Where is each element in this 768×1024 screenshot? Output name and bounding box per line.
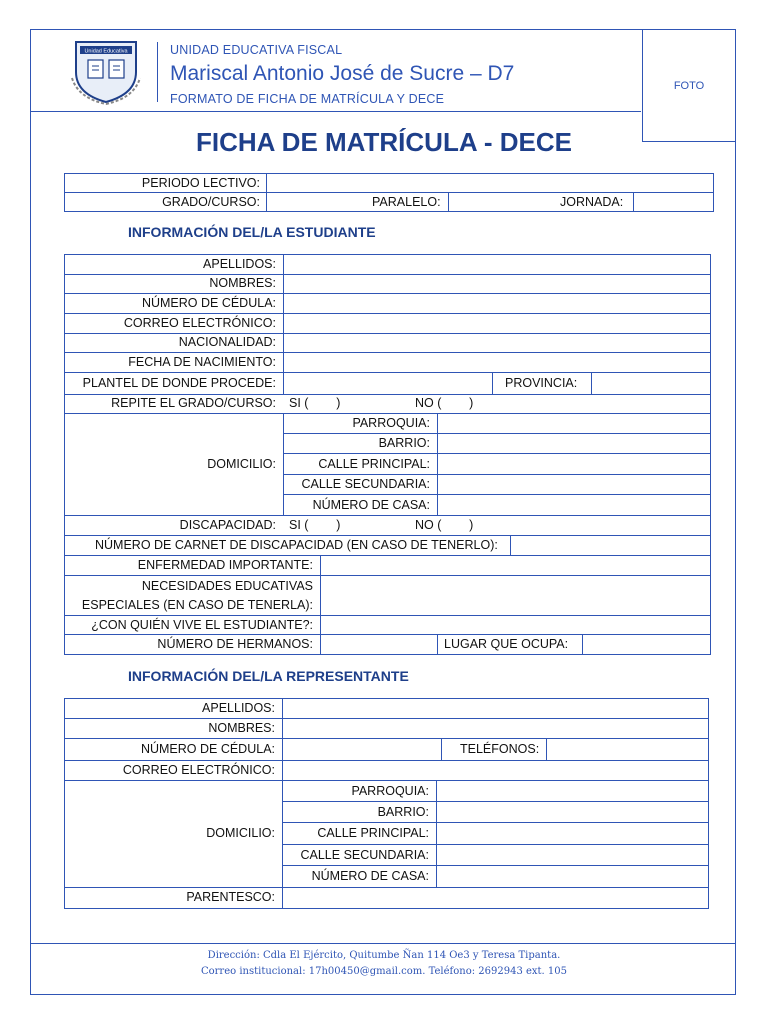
rep-nombres-label: NOMBRES: [208, 721, 275, 735]
rep-nombres-field[interactable] [283, 718, 708, 738]
rep-apellidos-field[interactable] [283, 698, 708, 718]
student-parroquia-label: PARROQUIA: [352, 416, 430, 430]
student-nombres-field[interactable] [284, 274, 710, 293]
grado-label: GRADO/CURSO: [162, 195, 260, 209]
school-crest-logo [68, 38, 144, 106]
rep-calle-principal-field[interactable] [437, 822, 708, 844]
student-hermanos-field[interactable] [321, 634, 437, 655]
student-plantel-field[interactable] [284, 372, 492, 394]
student-plantel-label: PLANTEL DE DONDE PROCEDE: [82, 376, 276, 390]
student-correo-field[interactable] [284, 313, 710, 333]
student-enfermedad-field[interactable] [321, 555, 710, 575]
student-provincia-field[interactable] [592, 372, 710, 394]
rep-correo-field[interactable] [283, 760, 708, 780]
rep-apellidos-label: APELLIDOS: [202, 701, 275, 715]
logo-separator [157, 42, 158, 102]
student-nombres-label: NOMBRES: [209, 276, 276, 290]
repite-si-option[interactable]: SI ( ) [289, 396, 341, 410]
student-calle-principal-label: CALLE PRINCIPAL: [318, 457, 430, 471]
student-lugar-field[interactable] [583, 634, 710, 655]
footer-address: Dirección: Cdla El Ejército, Quitumbe Ñan 114 Oe3 y Teresa Tipanta. [207, 950, 561, 961]
rep-numero-casa-label: NÚMERO DE CASA: [311, 869, 429, 883]
student-cedula-field[interactable] [284, 293, 710, 313]
header-divider [31, 111, 641, 112]
rep-parroquia-field[interactable] [437, 780, 708, 801]
document-title: FICHA DE MATRÍCULA - DECE [195, 127, 572, 157]
student-nacimiento-field[interactable] [284, 352, 710, 372]
rep-correo-label: CORREO ELECTRÓNICO: [122, 763, 275, 777]
jornada-label: JORNADA: [560, 195, 624, 209]
student-domicilio-label: DOMICILIO: [207, 457, 276, 471]
rep-numero-casa-field[interactable] [437, 865, 708, 887]
rep-parentesco-field[interactable] [283, 887, 708, 908]
rep-barrio-field[interactable] [437, 801, 708, 822]
student-lugar-label: LUGAR QUE OCUPA: [444, 637, 569, 651]
rep-calle-principal-label: CALLE PRINCIPAL: [317, 826, 429, 840]
discapacidad-si-option[interactable]: SI ( ) [289, 518, 341, 532]
student-barrio-label: BARRIO: [378, 436, 430, 450]
rep-domicilio-label: DOMICILIO: [206, 826, 275, 840]
form-type: FORMATO DE FICHA DE MATRÍCULA Y DECE [170, 92, 445, 106]
grado-field[interactable] [266, 192, 366, 212]
student-carnet-field[interactable] [511, 535, 710, 555]
student-necesidades-label-2: ESPECIALES (EN CASO DE TENERLA): [81, 598, 313, 612]
photo-label: FOTO [673, 79, 705, 92]
discapacidad-no-option[interactable]: NO ( ) [415, 518, 474, 532]
rep-telefonos-field[interactable] [547, 738, 708, 760]
paralelo-label: PARALELO: [372, 195, 441, 209]
student-calle-secundaria-label: CALLE SECUNDARIA: [301, 477, 430, 491]
student-hermanos-label: NÚMERO DE HERMANOS: [157, 637, 313, 651]
student-apellidos-field[interactable] [284, 254, 710, 274]
rep-calle-secundaria-field[interactable] [437, 844, 708, 865]
student-cedula-label: NÚMERO DE CÉDULA: [141, 296, 276, 310]
student-apellidos-label: APELLIDOS: [203, 257, 276, 271]
paralelo-field[interactable] [448, 192, 543, 212]
rep-cedula-field[interactable] [283, 738, 441, 760]
student-vive-con-field[interactable] [321, 615, 710, 634]
student-discapacidad-label: DISCAPACIDAD: [179, 518, 276, 532]
student-enfermedad-label: ENFERMEDAD IMPORTANTE: [137, 558, 313, 572]
student-provincia-label: PROVINCIA: [505, 376, 578, 390]
logo-text: Unidad Educativa [84, 48, 128, 55]
institution-type: UNIDAD EDUCATIVA FISCAL [170, 43, 343, 57]
repite-no-option[interactable]: NO ( ) [415, 396, 474, 410]
footer-contact: Correo institucional: 17h00450@gmail.com. Teléfono: 2692943 ext. 105 [200, 966, 567, 977]
student-nacionalidad-field[interactable] [284, 333, 710, 352]
rep-cedula-label: NÚMERO DE CÉDULA: [140, 742, 275, 756]
school-name: Mariscal Antonio José de Sucre – D7 [170, 62, 515, 85]
student-section-title: INFORMACIÓN DEL/LA ESTUDIANTE [128, 224, 376, 240]
student-correo-label: CORREO ELECTRÓNICO: [123, 316, 276, 330]
student-nacionalidad-label: NACIONALIDAD: [178, 335, 276, 349]
rep-parentesco-label: PARENTESCO: [186, 890, 275, 904]
footer-divider [31, 943, 735, 944]
representative-section-title: INFORMACIÓN DEL/LA REPRESENTANTE [128, 668, 409, 684]
photo-box[interactable] [642, 29, 736, 142]
student-necesidades-label-1: NECESIDADES EDUCATIVAS [141, 579, 313, 593]
jornada-field[interactable] [633, 192, 713, 212]
student-nacimiento-label: FECHA DE NACIMIENTO: [128, 355, 276, 369]
student-carnet-label: NÚMERO DE CARNET DE DISCAPACIDAD (EN CASO DE TENERLO): [95, 538, 498, 552]
student-numero-casa-label: NÚMERO DE CASA: [312, 498, 430, 512]
rep-telefonos-label: TELÉFONOS: [460, 742, 540, 756]
rep-calle-secundaria-label: CALLE SECUNDARIA: [300, 848, 429, 862]
rep-barrio-label: BARRIO: [377, 805, 429, 819]
rep-parroquia-label: PARROQUIA: [351, 784, 429, 798]
student-necesidades-field[interactable] [321, 575, 710, 615]
student-repite-label: REPITE EL GRADO/CURSO: [111, 396, 276, 410]
periodo-field[interactable] [266, 173, 714, 193]
student-vive-con-label: ¿CON QUIÉN VIVE EL ESTUDIANTE?: [91, 618, 313, 632]
periodo-label: PERIODO LECTIVO: [141, 176, 260, 190]
